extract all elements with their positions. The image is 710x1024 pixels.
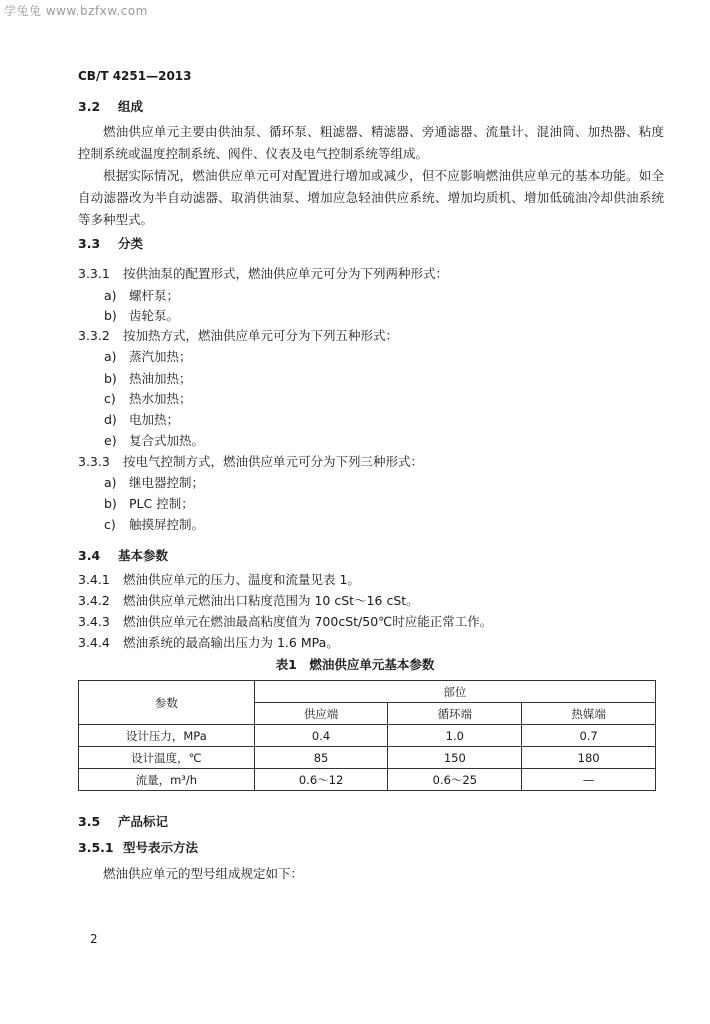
- list-text: 触摸屏控制。: [129, 517, 205, 532]
- clause-text: 燃油供应单元燃油出口粘度范围为 10 cSt～16 cSt。: [123, 593, 419, 608]
- page-number: 2: [90, 932, 98, 946]
- clause-number: 3.3.3: [78, 454, 110, 469]
- clause-3-4-4: [78, 633, 339, 651]
- column-header: 循环端: [388, 703, 522, 725]
- table-cell: 150: [388, 747, 522, 769]
- list-text: 齿轮泵。: [129, 308, 180, 323]
- list-marker: d): [104, 412, 117, 427]
- group-header-cell: 部位: [254, 681, 655, 703]
- section-3-5-heading: [78, 812, 168, 830]
- clause-3-5-1: [78, 838, 198, 856]
- table-cell: —: [522, 769, 656, 791]
- list-text: PLC 控制；: [129, 496, 194, 511]
- watermark: 学兔兔 www.bzfxw.com: [4, 4, 148, 18]
- section-3-2-paragraph-2: 根据实际情况，燃油供应单元可对配置进行增加或减少，但不应影响燃油供应单元的基本功能。如全自动滤器改为半自动滤器、取消供油泵、增加应急轻油供应系统、增加均质机、增加低硫油冷却供油系统等多种型式。: [78, 168, 664, 227]
- standard-code: CB/T 4251—2013: [78, 69, 192, 83]
- column-header: 供应端: [254, 703, 388, 725]
- clause-text: 燃油系统的最高输出压力为 1.6 MPa。: [123, 635, 339, 650]
- list-marker: e): [104, 433, 117, 448]
- list-marker: c): [104, 517, 116, 532]
- list-item: [104, 473, 204, 491]
- parameters-table: [78, 680, 656, 791]
- section-number: 3.3: [78, 236, 101, 251]
- clause-number: 3.4.2: [78, 593, 110, 608]
- clause-text: 燃油供应单元在燃油最高粘度值为 700cSt/50℃时应能正常工作。: [123, 614, 493, 629]
- list-item: [104, 306, 179, 324]
- list-item: [104, 369, 192, 387]
- clause-text: 按加热方式，燃油供应单元可分为下列五种形式：: [123, 328, 399, 343]
- list-item: [104, 515, 204, 533]
- clause-number: 3.3.2: [78, 328, 110, 343]
- table-row: [79, 725, 656, 747]
- section-number: 3.5: [78, 814, 101, 829]
- table-cell: 0.7: [522, 725, 656, 747]
- table-header-row: [79, 681, 656, 703]
- list-text: 热油加热；: [129, 371, 192, 386]
- row-label: 设计温度，℃: [79, 747, 255, 769]
- clause-3-4-3: [78, 612, 492, 630]
- clause-3-4-2: [78, 591, 419, 609]
- section-title: 产品标记: [118, 814, 169, 829]
- table-cell: 0.6～25: [388, 769, 522, 791]
- section-3-5-paragraph: 燃油供应单元的型号组成规定如下：: [103, 866, 304, 881]
- list-item: [104, 286, 179, 304]
- clause-number: 3.5.1: [78, 840, 114, 855]
- clause-3-3-3: [78, 452, 423, 470]
- section-title: 基本参数: [118, 548, 169, 563]
- list-marker: a): [104, 288, 117, 303]
- table-caption: 表1 燃油供应单元基本参数: [275, 657, 435, 672]
- clause-number: 3.4.3: [78, 614, 110, 629]
- clause-number: 3.4.1: [78, 572, 110, 587]
- row-label: 设计压力，MPa: [79, 725, 255, 747]
- list-text: 螺杆泵；: [129, 288, 180, 303]
- section-number: 3.2: [78, 99, 101, 114]
- clause-3-3-1: [78, 264, 448, 282]
- table-row: [79, 769, 656, 791]
- section-title: 分类: [118, 236, 144, 251]
- table-cell: 0.4: [254, 725, 388, 747]
- clause-text: 按电气控制方式，燃油供应单元可分为下列三种形式：: [123, 454, 424, 469]
- clause-3-3-2: [78, 326, 398, 344]
- column-header: 热媒端: [522, 703, 656, 725]
- clause-text: 型号表示方法: [123, 840, 199, 855]
- table-cell: 85: [254, 747, 388, 769]
- clause-number: 3.3.1: [78, 266, 110, 281]
- clause-number: 3.4.4: [78, 635, 110, 650]
- list-text: 蒸汽加热；: [129, 349, 192, 364]
- clause-text: 燃油供应单元的压力、温度和流量见表 1。: [123, 572, 360, 587]
- list-item: [104, 431, 204, 449]
- table-cell: 0.6～12: [254, 769, 388, 791]
- list-text: 复合式加热。: [129, 433, 205, 448]
- list-item: [104, 410, 179, 428]
- section-3-4-heading: [78, 546, 168, 564]
- list-marker: a): [104, 475, 117, 490]
- section-title: 组成: [118, 99, 144, 114]
- section-number: 3.4: [78, 548, 101, 563]
- table-cell: 1.0: [388, 725, 522, 747]
- table-row: [79, 747, 656, 769]
- list-item: [104, 494, 194, 512]
- list-text: 热水加热；: [129, 391, 192, 406]
- list-marker: b): [104, 496, 117, 511]
- list-item: [104, 389, 192, 407]
- list-marker: a): [104, 349, 117, 364]
- row-label: 流量，m³/h: [79, 769, 255, 791]
- section-3-3-heading: [78, 234, 143, 252]
- list-marker: c): [104, 391, 116, 406]
- list-marker: b): [104, 308, 117, 323]
- list-marker: b): [104, 371, 117, 386]
- list-item: [104, 347, 192, 365]
- list-text: 电加热；: [129, 412, 180, 427]
- section-3-2-paragraph-1: 燃油供应单元主要由供油泵、循环泵、粗滤器、精滤器、旁通滤器、流量计、混油筒、加热器、粘度控制系统或温度控制系统、阀件、仪表及电气控制系统等组成。: [78, 124, 664, 161]
- list-text: 继电器控制；: [129, 475, 205, 490]
- clause-text: 按供油泵的配置形式，燃油供应单元可分为下列两种形式：: [123, 266, 449, 281]
- clause-3-4-1: [78, 570, 360, 588]
- section-3-2-heading: [78, 97, 143, 115]
- param-header-cell: 参数: [79, 681, 255, 725]
- table-cell: 180: [522, 747, 656, 769]
